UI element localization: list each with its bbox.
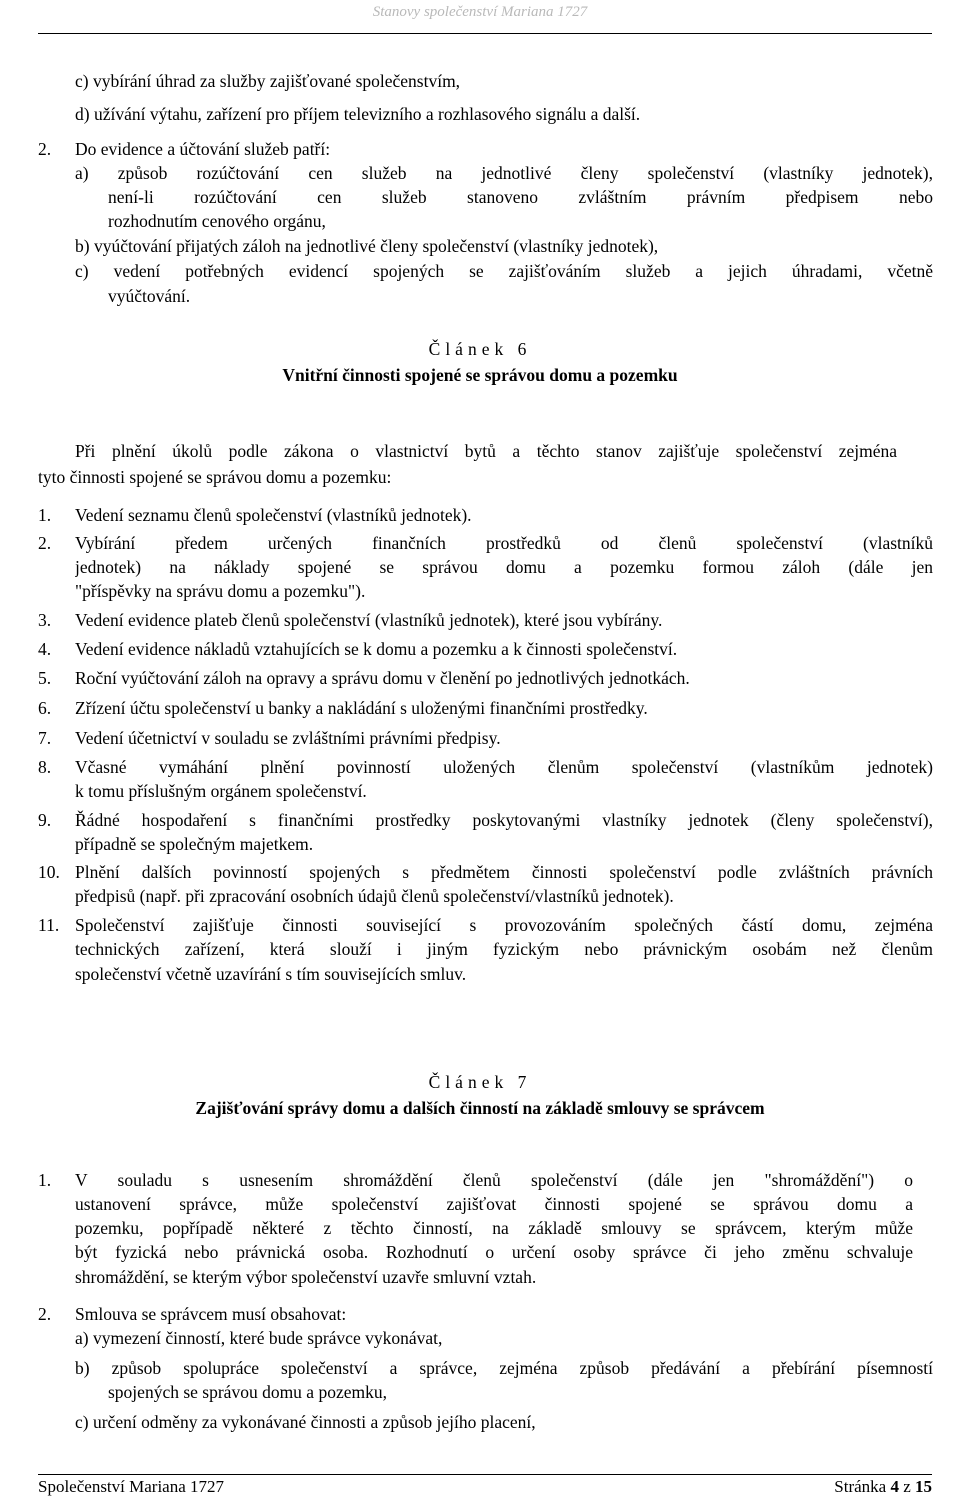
- article-7-p2-number: 2.: [38, 1304, 52, 1324]
- list-item-text: společenství včetně uzavírání s tím souvisejících smluv.: [75, 964, 467, 984]
- list-item-number: 1.: [38, 505, 52, 525]
- list-item-number: 10.: [38, 862, 60, 882]
- list-item-c: c) vybírání úhrad za služby zajišťované společenstvím,: [75, 71, 461, 91]
- list-item-number: 4.: [38, 639, 52, 659]
- page-total: 15: [915, 1477, 932, 1496]
- article-6-heading: Článek 6: [428, 339, 532, 359]
- paragraph-line: být fyzická nebo právnická osoba. Rozhodnutí o určení osoby správce či jeho změnu schvaluje: [75, 1242, 913, 1262]
- footer-page-number: [834, 1477, 932, 1497]
- article-6-intro-line2: tyto činnosti spojené se správou domu a pozemku:: [38, 467, 392, 487]
- header-divider: [38, 33, 932, 34]
- list-item-text: Roční vyúčtování záloh na opravy a správu domu v členění po jednotlivých jednotkách.: [75, 668, 690, 688]
- list-item-number: 2.: [38, 533, 52, 553]
- paragraph-line: V souladu s usnesením shromáždění členů společenství (dále jen "shromáždění") o: [75, 1170, 913, 1190]
- article-7-p2-intro: Smlouva se správcem musí obsahovat:: [75, 1304, 347, 1324]
- list-item-c2-line1: c) vedení potřebných evidencí spojených se zajišťováním služeb a jejich úhradami, včetně: [75, 261, 933, 281]
- list-item-a-line2: není-li rozúčtování cen služeb stanoveno zvláštním právním předpisem nebo: [108, 187, 933, 207]
- list-item-number: 5.: [38, 668, 52, 688]
- article-7-p1-number: 1.: [38, 1170, 52, 1190]
- list-item-a-line1: a) způsob rozúčtování cen služeb na jednotlivé členy společenství (vlastníky jednotek),: [75, 163, 933, 183]
- list-item-text: Společenství zajišťuje činnosti související s provozováním společných částí domu, zejména: [75, 915, 933, 935]
- article-7-heading: Článek 7: [428, 1072, 532, 1092]
- list-item-text: "příspěvky na správu domu a pozemku").: [75, 581, 366, 601]
- list-item-text: Plnění dalších povinností spojených s předmětem činnosti společenství podle zvláštních právních: [75, 862, 933, 882]
- article-7-item-c: c) určení odměny za vykonávané činnosti a způsob jejího placení,: [75, 1412, 536, 1432]
- list-item-text: Vedení evidence nákladů vztahujících se k domu a pozemku a k činnosti společenství.: [75, 639, 678, 659]
- list-item-text: Vedení účetnictví v souladu se zvláštními právními předpisy.: [75, 728, 501, 748]
- article-7-item-a: a) vymezení činností, které bude správce vykonávat,: [75, 1328, 443, 1348]
- footer-org-name: Společenství Mariana 1727: [38, 1477, 225, 1496]
- article-6-intro-line1: Při plnění úkolů podle zákona o vlastnictví bytů a těchto stanov zajišťuje společenství zejména: [75, 441, 897, 461]
- page-label: Stránka: [834, 1477, 887, 1496]
- list-item-number: 9.: [38, 810, 52, 830]
- list-item-text: Vedení seznamu členů společenství (vlastníků jednotek).: [75, 505, 472, 525]
- article-7-title: Zajišťování správy domu a dalších činností na základě smlouvy se správcem: [195, 1098, 765, 1118]
- list-item-text: k tomu příslušným orgánem společenství.: [75, 781, 367, 801]
- paragraph-line: shromáždění, se kterým výbor společenství uzavře smluvní vztah.: [75, 1267, 537, 1287]
- list-item-text: technických zařízení, která slouží i jiným fyzickým nebo právnickým osobám než členům: [75, 939, 933, 959]
- list-item-text: jednotek) na náklady spojené se správou domu a pozemku formou záloh (dále jen: [75, 557, 933, 577]
- list-item-d: d) užívání výtahu, zařízení pro příjem televizního a rozhlasového signálu a další.: [75, 104, 641, 124]
- list-item-number: 7.: [38, 728, 52, 748]
- list-item-c2-line2: vyúčtování.: [108, 286, 191, 306]
- list-item-text: Vybírání předem určených finančních prostředků od členů společenství (vlastníků: [75, 533, 933, 553]
- paragraph-line: pozemku, popřípadě některé z těchto činností, na základě smlouvy se správcem, kterým může: [75, 1218, 913, 1238]
- list-item-b: b) vyúčtování přijatých záloh na jednotlivé členy společenství (vlastníky jednotek),: [75, 236, 659, 256]
- list-item-text: předpisů (např. při zpracování osobních údajů členů společenství/vlastníků jednotek).: [75, 886, 674, 906]
- list-item-text: Vedení evidence plateb členů společenství (vlastníků jednotek), které jsou vybírány.: [75, 610, 663, 630]
- list-item-number: 3.: [38, 610, 52, 630]
- list-item-text: případně se společným majetkem.: [75, 834, 314, 854]
- list-item-text: Včasné vymáhání plnění povinností uložených členům společenství (vlastníkům jednotek): [75, 757, 933, 777]
- footer-divider: [38, 1474, 932, 1475]
- paragraph-number: 2.: [38, 139, 52, 159]
- list-item-text: Řádné hospodaření s finančními prostředky poskytovanými vlastníky jednotek (členy společenství),: [75, 810, 933, 830]
- list-item-number: 11.: [38, 915, 60, 935]
- article-7-item-b-line2: spojených se správou domu a pozemku,: [108, 1382, 387, 1402]
- list-item-a-line3: rozhodnutím cenového orgánu,: [108, 211, 326, 231]
- article-6-title: Vnitřní činnosti spojené se správou domu a pozemku: [282, 365, 678, 385]
- page-current: 4: [890, 1477, 899, 1496]
- paragraph-intro: Do evidence a účtování služeb patří:: [75, 139, 331, 159]
- list-item-number: 6.: [38, 698, 52, 718]
- article-7-item-b-line1: b) způsob spolupráce společenství a správce, zejména způsob předávání a přebírání písemností: [75, 1358, 933, 1378]
- running-header: Stanovy společenství Mariana 1727: [372, 4, 588, 20]
- list-item-text: Zřízení účtu společenství u banky a nakládání s uloženými finančními prostředky.: [75, 698, 648, 718]
- paragraph-line: ustanovení správce, může společenství zajišťovat činnosti spojené se správou domu a: [75, 1194, 913, 1214]
- page-of-label: z: [903, 1477, 911, 1496]
- list-item-number: 8.: [38, 757, 52, 777]
